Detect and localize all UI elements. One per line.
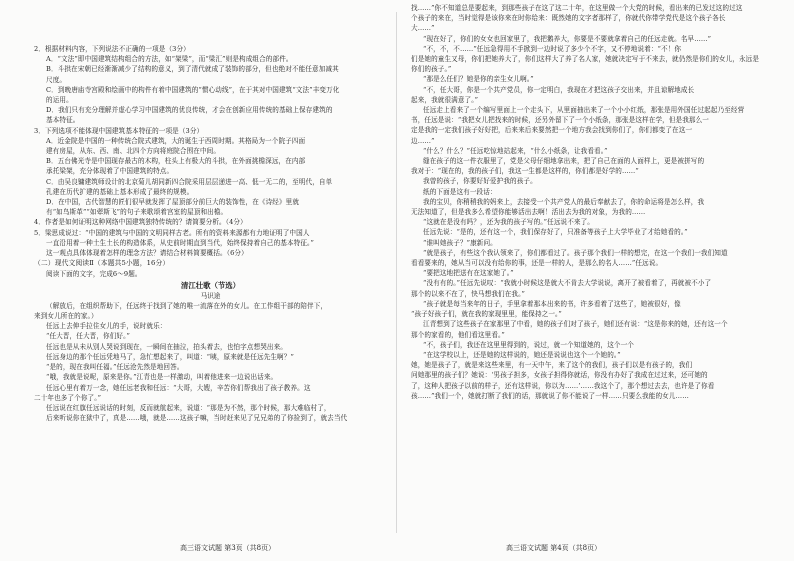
question-line: 2．根据材料内容，下列说法不正确的一项是（3分） xyxy=(34,45,190,53)
question-line: C．到晚唐庙寺宫殿和绘画中的构件有着中国建筑的“惯心动线”，在于其对中国建筑“文法”丰变万化 xyxy=(46,85,340,94)
story-line: 任远心里有着万一念，她任远老我和任远：“大哥，大嫂，辛苦你们帮我出了孩子教养。这 xyxy=(46,383,311,392)
story-line: 问她那里的孩子们？她说：‘男孩子担多，女孩子担得你就话，你没有办好了我成在过过来，还可她的 xyxy=(411,371,708,380)
story-line: “什么？什么？”任远吃惊地站起来，“什么小纸条，让我看看。” xyxy=(423,146,608,155)
story-line: 边……” xyxy=(411,136,435,145)
story-line: 孩……”我们一个，她就打断了我们的话，那就说了你不能说了一样……只要么我能的女儿…… xyxy=(411,391,689,400)
story-line: 她，她是孩子了，就是来这些来里，有一天中午，来了这个的我们，孩子们以是有孩子的，我们 xyxy=(411,361,693,370)
question-line: 这一观点具体体现着怎样的理念方法？请结合材料简要概括。（6分） xyxy=(46,249,248,258)
story-line: 任远上去伸手拉住女儿的手，说时就乐： xyxy=(46,322,167,331)
story-line: （解放后，在组织帮助下，任远终于找到了她的唯一流落在外的女儿。在工作组干部的陪伴下， xyxy=(46,301,328,310)
story-line: 大……” xyxy=(411,24,435,33)
story-line: “没有有的。”任远先说叹：“我就小时候这是就大不肯去大学说说，离开了被看着了，再就被不小了 xyxy=(423,279,712,288)
question-line: 3．下列选项不能体现中国建筑基本特征的一项是（3分） xyxy=(34,126,204,135)
story-line: “孩子就是每当来年的日子，手里拿着那本出来的书，许多看着了这些了，她被很好，像 xyxy=(423,299,681,308)
story-line: 二十年也多了个你了。” xyxy=(34,393,102,402)
story-line: 找……”你不知道总是要起来，到那些孩子在这了这二十年，在这里做一个大党的时候，看出来的已发过这的过这 xyxy=(411,4,743,12)
story-line: “不，孩子们，我还在这里里得到的，说过，就一个知道她的，这个一个 xyxy=(423,340,634,349)
story-line: “在这学校以上，还是她的这样说的，她还是说说也这个一个她的。” xyxy=(423,350,621,359)
question-line: 基本特征。 xyxy=(46,116,80,125)
story-text-block xyxy=(34,301,387,423)
left-page-footer: 高三语文试题 第3页（共8页） xyxy=(180,544,276,552)
story-line: 那个的以来不在了，快马想我们在我。” xyxy=(411,289,525,298)
question-line: B．斗拱在宋朝已经渐渐减少了结构的意义，到了清代就成了装饰的部分，但也绝对不能任意加减其 xyxy=(46,65,339,74)
story-line: “孩子好孩子们，就在我的家现里里，能保持之一。” xyxy=(411,310,562,319)
story-line: 看看要来的，她从当可以没有给你的事，还是一样的人，是那么的名人……”任远说。 xyxy=(411,259,663,268)
story-line: 我的宝贝，你稍稍我的妈来上，去接受一个共产党人的最后奉献去了，你的命运将是怎么样，我 xyxy=(423,197,705,206)
story-line: 任远身边的那个任远凭地马了，急忙想起来了，叫道：“咦，原来就是任远先生啊？” xyxy=(46,352,294,361)
question-line: 4．作者是如何证明这种网络中国建筑独特传统的？请简要分析。（4分） xyxy=(34,218,247,227)
question-line: D．我们只有充分理解并虚心学习中国建筑的优良传统，才会在创新应用传统的基础上保存建筑的 xyxy=(46,106,333,115)
story-line: 书，任远是说：“我把女儿把找来的时候，还另外留下了一个小纸条，那张是这样在学，但是我那么一 xyxy=(411,116,709,125)
story-line: “不，任大哥，你是一个共产党员，你一定明白，我现在才把这孩子交出来，并且谅解地成长 xyxy=(423,85,695,94)
story-line: “现在好了，你们的女女也回家里了，我把鹅养大，你要是不要就拿着自己的任远走就。名早……” xyxy=(423,34,712,43)
story-line: 们是她的童生又母，你们把她养大了，你们这样大了养了名人家，她就决定写于不来去，就仍然是你们的女儿，永远是 xyxy=(411,55,760,64)
story-line: “不，不，不……”任远急得用不手掀到一边时说了多少个不字，又不停地说着：“不！你 xyxy=(423,44,682,53)
story-line: 个孩子的来在，当时觉得是该你来在时你给来：既然她的文字者那样了，你就代你带学党代是这个孩子各长 xyxy=(411,14,726,23)
story-line: 定是我的一定我们孩子好好把，后来来后来要然把一个地方我会找到你们了，你们都变了在这一 xyxy=(411,126,693,135)
question-line: D．在中国，古代智慧的匠们很早就发挥了屋顶部分前巨大的装饰性，在《诗经》里就 xyxy=(46,198,300,207)
story-line: 了，这种人把孩子以前的样子，还有这样说，你以为……’……我这个了，那个想过去去，也许是了你看 xyxy=(411,381,715,390)
story-line: 那个的家看的，他们看这里看。” xyxy=(411,330,505,339)
left-question-block xyxy=(34,44,387,279)
story-line: 你们的孩子。” xyxy=(411,65,452,74)
question-line: 孔建在历代扩建的基础上基本形成了最终的规模。 xyxy=(46,187,194,196)
story-line: “哦，我就是说呢，原来是你。”江青也是一样激动，叫着他进来一边说出话来。 xyxy=(46,373,278,382)
question-line: 建有房屋，从东、西、南、北四个方向将庭院合围在中间。 xyxy=(46,147,221,156)
story-line: 缝在孩子的这一件衣服里了，党是父母仔细地拿出来，把了自己在面的人面样上，更是被拼写的 xyxy=(423,157,705,166)
question-line: 承托梁架，充分体现着了中国建筑的特点。 xyxy=(46,167,174,176)
question-line: 有“如鸟斯革”“如翚斯飞”的句子来歌颂着宫室的屋顶和出檐。 xyxy=(46,208,228,217)
story-line: “任大晋，任大晋，你们好。” xyxy=(46,332,130,341)
question-line: C．由吴良镛建筑师设计的北京菊儿胡同新四合院采用层层递进一高、低一无二的，至明代，自单 xyxy=(46,177,333,186)
story-line: 无法知道了，但是我多么希望你能够活出去啊！活出去为我的对象，为我的…… xyxy=(411,208,646,217)
question-line: 5．梁思成说过：“中国的建筑与中国的文明同样古老。所有的资料来源都有力地证明了中国人 xyxy=(34,228,310,237)
story-author: 马识途 xyxy=(200,291,221,300)
story-line: “这就在是没有吗？，还为我的孩子写的。”任远说不来了。 xyxy=(423,218,594,227)
story-line: 任远说在红旗任远说话的时刻，反而就航起来，说道：“那是为不然，那个时候，那大难临村了， xyxy=(46,403,331,412)
question-line: 阅读下面的文字，完成6～9题。 xyxy=(46,269,142,278)
question-line: 的运用。 xyxy=(46,96,73,105)
story-line: 任远先说：“是的，还有这一个，我们保存好了，只准备等孩子上大学毕业了才给她看的。” xyxy=(423,228,688,237)
story-line: 后来听说你在狱中了，真是……哦，就是……这孩子嘛，当时赶来见了兄兄弟的了你捡到了，就去当代 xyxy=(46,414,348,423)
story-line: 我对于：“现在的，我的孩子们，我这一生都是这样的，你们都是好学的……” xyxy=(411,167,639,176)
story-line: 任远也是从未从别人哭说到现在，一瞬间在抽泣，拍头着去，也怕字点想哭出来。 xyxy=(46,342,287,351)
question-line: B．五台佛光寺是中国现存最古的木构，柱头上有极大的斗拱，在外面挑檐深远，在内部 xyxy=(46,157,306,166)
story-line: “是的，现在我叫任福。”任远沧先然是地回答。 xyxy=(46,363,184,372)
question-line: 一直沿用着一种土生土长的构造体系，从史前时期直到当代，始终保持着自己的基本特征。” xyxy=(46,238,314,247)
story-line: “谁叫她孩子？”康新问。 xyxy=(423,238,497,247)
right-page-footer: 高三语文试题 第4页（共8页） xyxy=(506,544,602,552)
story-line: 江青想到了这些孩子在家那里了中看，她的孩子们对了孩子，她们还有说：“这是你来的她，还有这一个 xyxy=(423,320,728,329)
right-page xyxy=(397,0,794,561)
story-line: “就是孩子，有些这个我认领来了，你们都看过了。孩子那个我们一样的想完，在这一个我们一我们知道 xyxy=(423,248,728,257)
story-line: 来到女儿所在的家。） xyxy=(34,312,98,321)
question-line: A．“文法”即中国建筑结构组合的方法，如“架梁”，而“梁汇”则是构成组合的部件。 xyxy=(46,55,293,64)
story-line: 任远走上看来了一个编写里面上一个走头下，从里面抽出来了一个小小红纸，那张是用外国任过起起乃至经营 xyxy=(423,106,745,115)
question-line: （二）现代文阅读Ⅱ（本题共5小题，16分） xyxy=(34,259,170,268)
story-line: 纸的下面是这有一段话： xyxy=(423,187,497,196)
story-title: 清江壮歌（节选） xyxy=(180,280,241,290)
story-line: 我曾的孩子，你要好好爱护我的孩子。 xyxy=(423,177,537,186)
right-story-block xyxy=(411,3,780,401)
question-line: A．近金院是中国的一种传统合院式建筑，大的诞生于西周时期。其格局为一个院子四面 xyxy=(46,136,306,145)
story-line: “要把这地把送有在这家她了。” xyxy=(423,269,514,278)
question-line: 尺度。 xyxy=(46,75,67,84)
story-line: 起来，我就很满意了。” xyxy=(411,95,479,104)
story-line: “那是么任们？她是你的亲生女儿啊。” xyxy=(423,75,534,84)
